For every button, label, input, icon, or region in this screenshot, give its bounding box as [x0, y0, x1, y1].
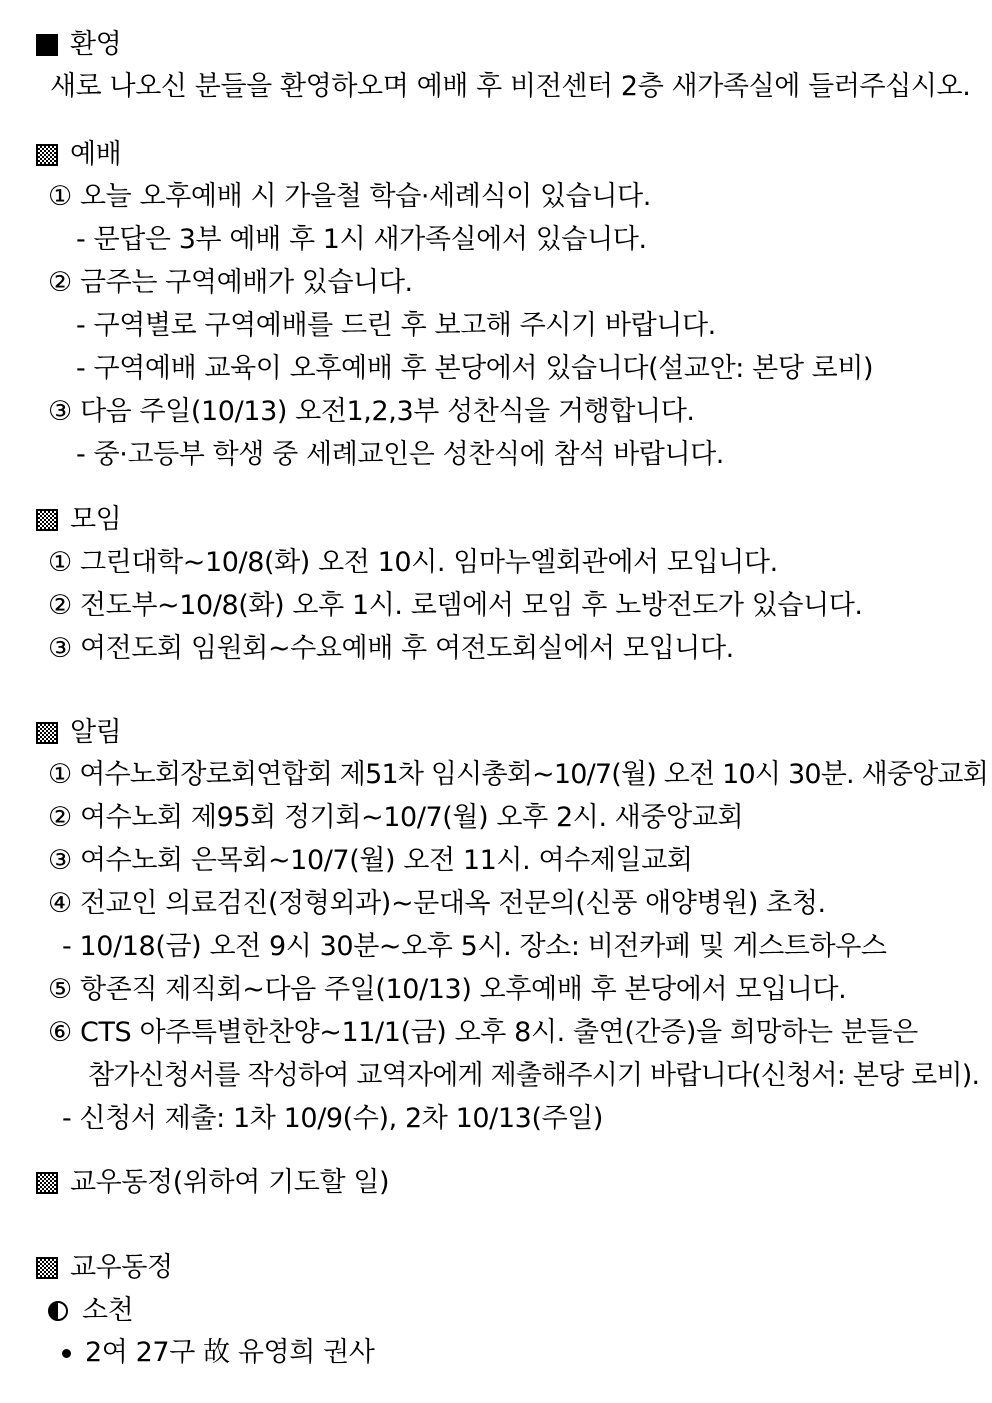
section-title: 예배: [70, 139, 122, 170]
list-item: - 신청서 제출: 1차 10/9(수), 2차 10/13(주일): [62, 1103, 604, 1134]
square-bullet-icon: [36, 34, 58, 56]
section-header-worship: [36, 138, 121, 172]
section-title: 알림: [70, 717, 122, 748]
section-header-welcome: [36, 28, 121, 62]
half-circle-icon: [48, 1301, 68, 1321]
list-item: ③ 여전도회 임원회~수요예배 후 여전도회실에서 모입니다.: [48, 633, 734, 664]
list-item: - 구역예배 교육이 오후예배 후 본당에서 있습니다(설교안: 본당 로비): [76, 353, 874, 384]
section-header-notices: [36, 716, 121, 750]
list-item: ② 금주는 구역예배가 있습니다.: [48, 267, 413, 298]
section-title: 모임: [70, 504, 122, 535]
list-item: - 구역별로 구역예배를 드린 후 보고해 주시기 바랍니다.: [76, 310, 716, 341]
welcome-text: 새로 나오신 분들을 환영하오며 예배 후 비전센터 2층 새가족실에 들러주십시오.: [50, 71, 971, 102]
checkered-square-icon: [36, 144, 58, 166]
bullet-dot-icon: [62, 1349, 71, 1358]
list-item: ① 그린대학~10/8(화) 오전 10시. 임마누엘회관에서 모입니다.: [48, 547, 778, 578]
section-header-prayer: [36, 1166, 389, 1200]
checkered-square-icon: [36, 509, 58, 531]
list-item: ③ 여수노회 은목회~10/7(월) 오전 11시. 여수제일교회: [48, 845, 693, 876]
list-item: [62, 1336, 374, 1370]
checkered-square-icon: [36, 1172, 58, 1194]
list-item: - 문답은 3부 예배 후 1시 새가족실에서 있습니다.: [76, 224, 647, 255]
section-header-meetings: [36, 503, 121, 537]
list-item-text: 2여 27구 故 유영희 권사: [85, 1337, 375, 1368]
sub-header-label: 소천: [82, 1295, 134, 1326]
sub-header-passing: [48, 1294, 133, 1328]
list-item: - 중·고등부 학생 중 세례교인은 성찬식에 참석 바랍니다.: [76, 439, 724, 470]
section-title: 환영: [70, 29, 122, 60]
checkered-square-icon: [36, 1257, 58, 1279]
list-item: ② 여수노회 제95회 정기회~10/7(월) 오후 2시. 새중앙교회: [48, 802, 744, 833]
list-item: ③ 다음 주일(10/13) 오전1,2,3부 성찬식을 거행합니다.: [48, 396, 695, 427]
section-title: 교우동정: [70, 1252, 173, 1283]
list-item: ④ 전교인 의료검진(정형외과)~문대옥 전문의(신풍 애양병원) 초청.: [48, 888, 826, 919]
list-item: ② 전도부~10/8(화) 오후 1시. 로뎀에서 모임 후 노방전도가 있습니다.: [48, 590, 863, 621]
list-item: ① 여수노회장로회연합회 제51차 임시총회~10/7(월) 오전 10시 30분. 새중앙교회: [48, 759, 988, 790]
section-title: 교우동정(위하여 기도할 일): [70, 1167, 390, 1198]
checkered-square-icon: [36, 722, 58, 744]
list-item: 참가신청서를 작성하여 교역자에게 제출해주시기 바랍니다(신청서: 본당 로비).: [88, 1060, 980, 1091]
list-item: ⑥ CTS 아주특별한찬양~11/1(금) 오후 8시. 출연(간증)을 희망하는 분들은: [48, 1017, 918, 1048]
section-header-news: [36, 1251, 173, 1285]
list-item: - 10/18(금) 오전 9시 30분~오후 5시. 장소: 비전카페 및 게스트하우스: [62, 931, 887, 962]
list-item: ① 오늘 오후예배 시 가을철 학습·세례식이 있습니다.: [48, 181, 651, 212]
list-item: ⑤ 항존직 제직회~다음 주일(10/13) 오후예배 후 본당에서 모입니다.: [48, 974, 847, 1005]
